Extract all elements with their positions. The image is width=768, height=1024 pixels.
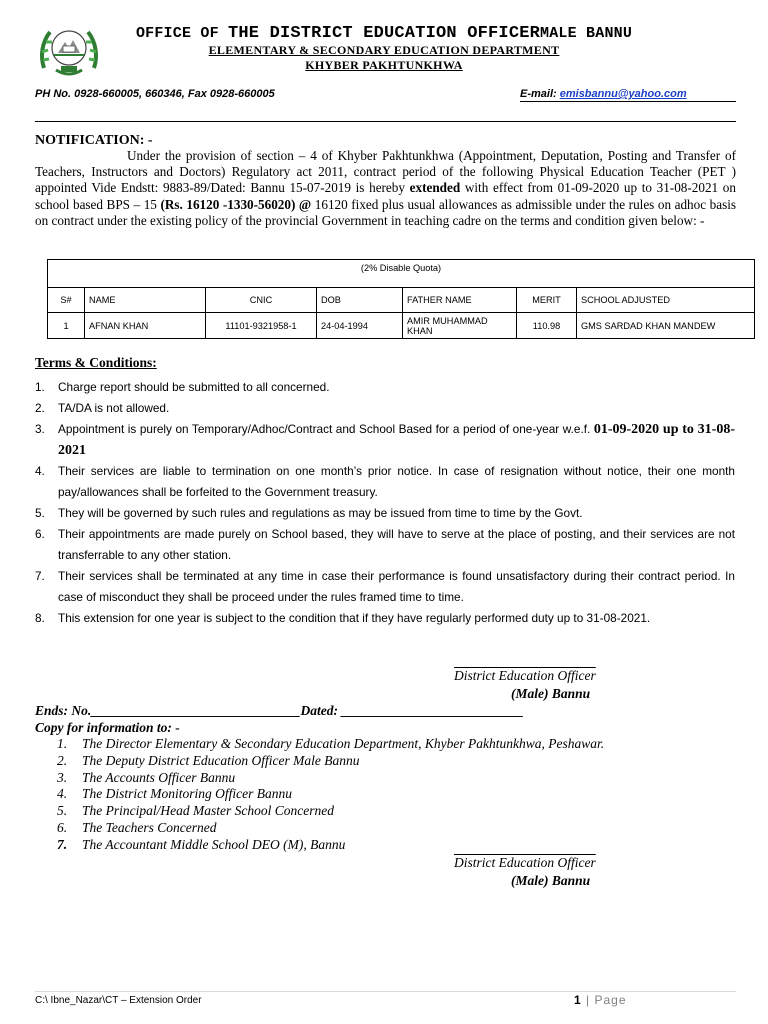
list-item-number: 2. xyxy=(35,401,45,415)
table-cell: 1 xyxy=(48,313,85,339)
list-item-number: 3. xyxy=(57,769,68,785)
list-item-text: They will be governed by such rules and regulations as may be issued from time to time by the Govt. xyxy=(58,506,583,520)
page-label: Page xyxy=(594,993,627,1007)
list-item-number: 1. xyxy=(57,736,68,751)
table-cell: AMIR MUHAMMAD KHAN xyxy=(403,313,517,339)
list-item-number: 1. xyxy=(35,380,45,394)
list-item xyxy=(35,566,735,608)
signature-title: District Education Officer xyxy=(454,855,596,870)
list-item-number: 2. xyxy=(57,752,68,768)
email-underline xyxy=(520,101,736,102)
office-title-part-b: THE DISTRICT EDUCATION OFFICER xyxy=(227,24,541,43)
signature-block-bottom xyxy=(454,854,596,890)
table-header-cell: S# xyxy=(48,288,85,313)
list-item-text: The Accountant Middle School DEO (M), Bannu xyxy=(82,836,346,852)
notification-pay-scale: (Rs. 16120 -1330-56020) @ xyxy=(160,196,312,212)
footer-divider xyxy=(35,991,736,992)
header-divider xyxy=(35,121,736,122)
page-separator: | xyxy=(581,993,595,1007)
list-item xyxy=(35,461,735,503)
list-item-number: 5. xyxy=(57,803,68,819)
department-name: ELEMENTARY & SECONDARY EDUCATION DEPARTMENT xyxy=(208,43,560,57)
copy-list xyxy=(57,736,604,854)
list-item xyxy=(35,377,735,398)
email-label: E-mail: xyxy=(520,88,560,100)
list-item-text: Their appointments are made purely on School based, they will have to serve at the place of posting, and their services are not transferrable to any other station. xyxy=(58,527,735,562)
copy-title: Copy for information to: - xyxy=(35,720,180,735)
notification-extended: extended xyxy=(409,180,461,196)
list-item-number: 7. xyxy=(57,836,68,852)
terms-list xyxy=(35,377,735,629)
list-item-text: The District Monitoring Officer Bannu xyxy=(82,786,292,802)
table-header-cell: SCHOOL ADJUSTED xyxy=(577,288,755,313)
list-item xyxy=(57,803,604,820)
employee-table xyxy=(47,259,755,339)
page-number-value: 1 xyxy=(574,993,582,1007)
list-item xyxy=(35,419,735,461)
notification-title: NOTIFICATION: - xyxy=(35,133,153,148)
table-header-cell: NAME xyxy=(85,288,206,313)
list-item-bold-dates: 01-09-2020 up to 31-08-2021 xyxy=(58,422,735,458)
list-item xyxy=(35,524,735,566)
endorsement-label: Ends: No. xyxy=(35,703,92,718)
list-item xyxy=(57,786,604,803)
table-header-cell: DOB xyxy=(317,288,403,313)
list-item-number: 4. xyxy=(57,786,68,802)
office-title-part-a: OFFICE OF xyxy=(135,25,228,42)
list-item-number: 5. xyxy=(35,506,45,520)
list-item xyxy=(57,736,604,753)
office-title xyxy=(0,24,768,43)
table-header-cell: FATHER NAME xyxy=(403,288,517,313)
table-cell: GMS SARDAD KHAN MANDEW xyxy=(577,313,755,339)
table-cell: 110.98 xyxy=(517,313,577,339)
list-item-number: 3. xyxy=(35,422,45,436)
list-item-text: Charge report should be submitted to all concerned. xyxy=(58,380,330,394)
page-number xyxy=(574,993,627,1007)
list-item-text: The Principal/Head Master School Concerned xyxy=(82,803,334,819)
list-item-text: The Deputy District Education Officer Male Bannu xyxy=(82,752,360,768)
list-item-number: 6. xyxy=(35,527,45,541)
list-item xyxy=(35,503,735,524)
footer-file-path: C:\ Ibne_Nazar\CT – Extension Order xyxy=(35,995,202,1006)
notification-text-1: Under the provision of section – 4 of Khyber Pakhtunkhwa (Appointment, Deputation, Posting and Transfer of Teachers, Instructors and Doctors) Regulatory act 2011, contract period of the following Physical Education Teacher (PET ) appointed Vide Endstt: 9883-89/Dated: Bannu 15-07-2019 is hereby xyxy=(35,148,736,196)
list-item xyxy=(57,837,604,854)
table-row xyxy=(48,313,755,339)
list-item-number: 7. xyxy=(35,569,45,583)
endorsement-line xyxy=(35,703,524,719)
list-item-number: 6. xyxy=(57,819,68,835)
list-item-text: Their services shall be terminated at any time in case their performance is found unsatisfactory during their contract period. In case of misconduct they shall be proceed under the rules framed time to time. xyxy=(58,569,735,604)
list-item-number: 4. xyxy=(35,464,45,478)
notification-body xyxy=(35,148,736,229)
list-item-text: The Accounts Officer Bannu xyxy=(82,769,236,785)
list-item-text: The Director Elementary & Secondary Education Department, Khyber Pakhtunkhwa, Peshawar. xyxy=(82,736,605,751)
list-item-text: This extension for one year is subject to the condition that if they have regularly performed duty up to 31-08-2021. xyxy=(58,611,651,625)
phone-fax-line: PH No. 0928-660005, 660346, Fax 0928-660005 xyxy=(35,88,275,100)
email-line xyxy=(520,88,687,100)
signature-block-top xyxy=(454,667,596,703)
office-title-part-c: MALE BANNU xyxy=(540,25,633,42)
dated-label: Dated: xyxy=(300,703,342,718)
endorsement-number-blank: _______________________________ xyxy=(91,703,301,718)
list-item xyxy=(35,608,735,629)
list-item xyxy=(57,770,604,787)
list-item xyxy=(57,753,604,770)
list-item xyxy=(35,398,735,419)
notification-text-3: 16120 fixed plus usual allowances as admissible under the rules on adhoc basis on contract under the existing policy of the provincial Government in teaching cadre on the terms and condition given below: - xyxy=(35,196,737,228)
list-item-text: TA/DA is not allowed. xyxy=(58,401,170,415)
list-item-number: 8. xyxy=(35,611,45,625)
table-caption: (2% Disable Quota) xyxy=(48,260,755,288)
signature-subtitle: (Male) Bannu xyxy=(511,686,591,701)
table-header-row xyxy=(48,288,755,313)
signature-title: District Education Officer xyxy=(454,668,596,683)
table-header-cell: CNIC xyxy=(206,288,317,313)
terms-title: Terms & Conditions: xyxy=(35,355,157,370)
list-item-text: The Teachers Concerned xyxy=(82,819,217,835)
email-link[interactable]: emisbannu@yahoo.com xyxy=(559,88,687,100)
list-item xyxy=(57,820,604,837)
province-name: KHYBER PAKHTUNKHWA xyxy=(305,58,463,72)
list-item-text: Appointment is purely on Temporary/Adhoc/Contract and School Based for a period of one-year w.e.f. xyxy=(58,422,594,436)
notification-text-2: with effect from 01-09-2020 up to 31-08-2021 on school based BPS – 15 xyxy=(35,180,736,212)
table-cell: 11101-9321958-1 xyxy=(206,313,317,339)
table-cell: AFNAN KHAN xyxy=(85,313,206,339)
signature-subtitle: (Male) Bannu xyxy=(511,873,591,888)
table-header-cell: MERIT xyxy=(517,288,577,313)
dated-blank: ___________________________ xyxy=(341,703,524,718)
list-item-text: Their services are liable to termination on one month’s prior notice. In case of resignation without notice, their one month pay/allowances shall be forfeited to the Government treasury. xyxy=(58,464,735,499)
table-cell: 24-04-1994 xyxy=(317,313,403,339)
